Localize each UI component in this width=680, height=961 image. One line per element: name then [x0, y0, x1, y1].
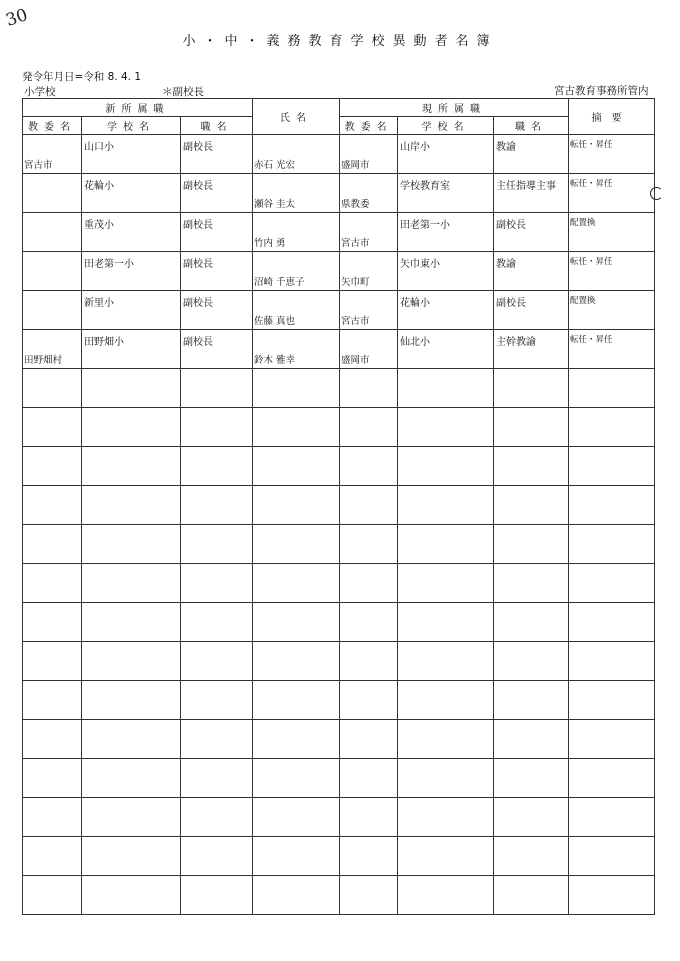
current-board-cell: 県教委: [340, 174, 398, 213]
new-position-cell: 副校長: [181, 213, 253, 252]
name-header: 氏名: [253, 99, 340, 135]
empty-row: [23, 642, 655, 681]
empty-row: [23, 837, 655, 876]
remarks-cell: 転任・昇任: [569, 330, 655, 369]
office-name: 宮古教育事務所管内: [554, 85, 649, 97]
new-board-cell: [23, 252, 82, 291]
current-board-cell: 盛岡市: [340, 330, 398, 369]
document-title: 小・中・義務教育学校異動者名簿: [182, 34, 498, 49]
page-number: 30: [3, 5, 31, 31]
remarks-cell: 転任・昇任: [569, 252, 655, 291]
remarks-cell: 配置換: [569, 291, 655, 330]
new-position-cell: 副校長: [181, 291, 253, 330]
table-row: [23, 330, 655, 369]
new-position-cell: 副校長: [181, 174, 253, 213]
current-board-header: 教委名: [340, 117, 398, 135]
new-school-cell: 田老第一小: [82, 252, 181, 291]
name-cell: 鈴木 雅幸: [253, 330, 340, 369]
new-position-cell: 副校長: [181, 135, 253, 174]
new-board-header: 教委名: [23, 117, 82, 135]
current-school-cell: 学校教育室: [398, 174, 494, 213]
current-school-cell: 田老第一小: [398, 213, 494, 252]
new-affiliation-header: 新所属職: [23, 99, 253, 117]
current-position-cell: 副校長: [494, 213, 569, 252]
current-board-cell: 宮古市: [340, 213, 398, 252]
table-row: [23, 213, 655, 252]
new-position-cell: 副校長: [181, 330, 253, 369]
table-row: [23, 135, 655, 174]
remarks-header: 摘要: [569, 99, 655, 135]
current-position-cell: 副校長: [494, 291, 569, 330]
empty-row: [23, 447, 655, 486]
new-position-cell: 副校長: [181, 252, 253, 291]
empty-row: [23, 525, 655, 564]
table-row: [23, 252, 655, 291]
current-school-cell: 山岸小: [398, 135, 494, 174]
current-school-cell: 仙北小: [398, 330, 494, 369]
empty-row: [23, 564, 655, 603]
new-board-cell: 田野畑村: [23, 330, 82, 369]
current-board-cell: 宮古市: [340, 291, 398, 330]
new-board-cell: 宮古市: [23, 135, 82, 174]
new-school-cell: 山口小: [82, 135, 181, 174]
current-school-cell: 花輪小: [398, 291, 494, 330]
current-position-cell: 主任指導主事: [494, 174, 569, 213]
empty-row: [23, 486, 655, 525]
new-board-cell: [23, 291, 82, 330]
remarks-cell: 転任・昇任: [569, 174, 655, 213]
name-cell: 竹内 勇: [253, 213, 340, 252]
current-position-header: 職名: [494, 117, 569, 135]
empty-row: [23, 369, 655, 408]
name-cell: 佐藤 真也: [253, 291, 340, 330]
current-board-cell: 矢巾町: [340, 252, 398, 291]
new-school-cell: 新里小: [82, 291, 181, 330]
new-board-cell: [23, 174, 82, 213]
current-school-header: 学校名: [398, 117, 494, 135]
remarks-cell: 転任・昇任: [569, 135, 655, 174]
current-school-cell: 矢巾東小: [398, 252, 494, 291]
empty-row: [23, 720, 655, 759]
table-row: [23, 291, 655, 330]
remarks-cell: 配置換: [569, 213, 655, 252]
new-board-cell: [23, 213, 82, 252]
empty-row: [23, 876, 655, 915]
new-school-cell: 重茂小: [82, 213, 181, 252]
empty-row: [23, 603, 655, 642]
new-school-cell: 花輪小: [82, 174, 181, 213]
empty-row: [23, 408, 655, 447]
empty-row: [23, 798, 655, 837]
current-position-cell: 主幹教諭: [494, 330, 569, 369]
new-school-cell: 田野畑小: [82, 330, 181, 369]
empty-row: [23, 759, 655, 798]
table-row: [23, 174, 655, 213]
new-school-header: 学校名: [82, 117, 181, 135]
name-cell: 赤石 光宏: [253, 135, 340, 174]
new-position-header: 職名: [181, 117, 253, 135]
school-type: 小学校: [24, 86, 56, 98]
empty-row: [23, 681, 655, 720]
current-affiliation-header: 現所属職: [340, 99, 569, 117]
transfer-roster-table: [22, 98, 655, 915]
current-board-cell: 盛岡市: [340, 135, 398, 174]
name-cell: 瀬谷 圭太: [253, 174, 340, 213]
current-position-cell: 教諭: [494, 252, 569, 291]
current-position-cell: 教諭: [494, 135, 569, 174]
appointment-date: 発令年月日=令和 8. 4. 1: [22, 71, 142, 83]
position-note: ＊副校長: [162, 86, 204, 98]
name-cell: 沼崎 千恵子: [253, 252, 340, 291]
